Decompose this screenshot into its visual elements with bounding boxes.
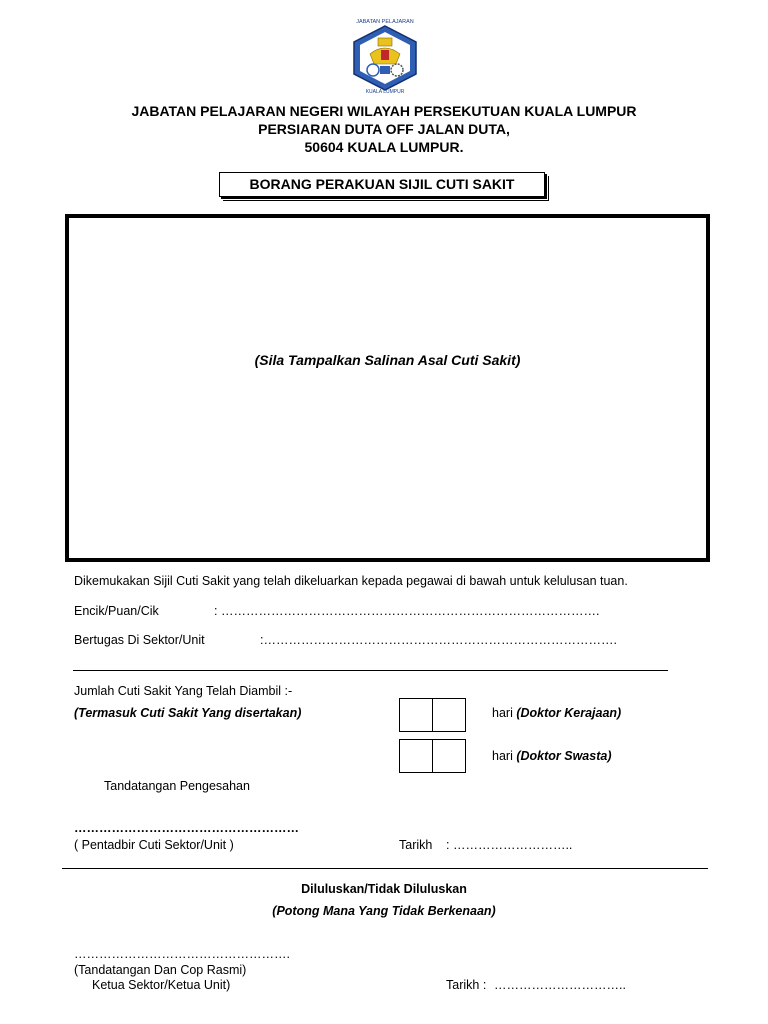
paste-area-instruction: (Sila Tampalkan Salinan Asal Cuti Sakit) [254,352,521,368]
gov-days-digit-1[interactable] [399,698,433,732]
unit-field[interactable]: :…………………………………………………………………………. [260,633,617,647]
gov-days-unit: hari [492,706,513,720]
private-days-unit: hari [492,749,513,763]
verification-role: ( Pentadbir Cuti Sektor/Unit ) [74,838,234,852]
private-doctor-row [492,748,611,764]
intro-text: Dikemukakan Sijil Cuti Sakit yang telah dikeluarkan kepada pegawai di bawah untuk kelulusan tuan. [74,574,628,588]
verification-signature-label: Tandatangan Pengesahan [104,779,250,793]
department-name: JABATAN PELAJARAN NEGERI WILAYAH PERSEKUTUAN KUALA LUMPUR [131,103,637,119]
gov-days-boxes[interactable] [399,698,466,732]
logo-text-top: JABATAN PELAJARAN [356,19,414,25]
logo-text-bottom: KUALA LUMPUR [365,89,405,94]
form-title: BORANG PERAKUAN SIJIL CUTI SAKIT [219,172,545,197]
verification-date-field[interactable]: : ……………………….. [446,838,573,852]
total-leave-label: Jumlah Cuti Sakit Yang Telah Diambil :- [74,684,293,698]
private-doctor-label: (Doktor Swasta) [516,749,612,763]
private-days-digit-1[interactable] [399,739,433,773]
gov-days-digit-2[interactable] [432,698,466,732]
approval-title: Diluluskan/Tidak Diluluskan [301,882,467,896]
approval-instruction: (Potong Mana Yang Tidak Berkenaan) [272,904,496,918]
approval-date-label: Tarikh : [446,978,487,992]
section-divider [73,670,668,671]
approval-divider [62,868,708,869]
sick-leave-paste-area [65,214,710,562]
gov-doctor-row [492,705,621,721]
department-postcode-city: 50604 KUALA LUMPUR. [304,139,464,155]
included-leave-note: (Termasuk Cuti Sakit Yang disertakan) [74,706,302,720]
approval-date-field[interactable]: ………………………….. [494,978,626,992]
verification-date-label: Tarikh [399,838,433,852]
private-days-digit-2[interactable] [432,739,466,773]
department-logo [348,14,422,94]
gov-doctor-label: (Doktor Kerajaan) [516,706,622,720]
unit-label: Bertugas Di Sektor/Unit [74,633,205,647]
approval-signature-label: (Tandatangan Dan Cop Rasmi) [74,963,247,977]
approval-role: Ketua Sektor/Ketua Unit) [92,978,231,992]
private-days-boxes[interactable] [399,739,466,773]
name-field[interactable]: : ………………………………………………………………………………. [214,604,600,618]
department-address-line: PERSIARAN DUTA OFF JALAN DUTA, [258,121,510,137]
name-label: Encik/Puan/Cik [74,604,159,618]
approval-signature-line[interactable]: ……………………………………………. [74,947,290,961]
verification-signature-line[interactable]: ……………………………………………… [74,821,299,835]
